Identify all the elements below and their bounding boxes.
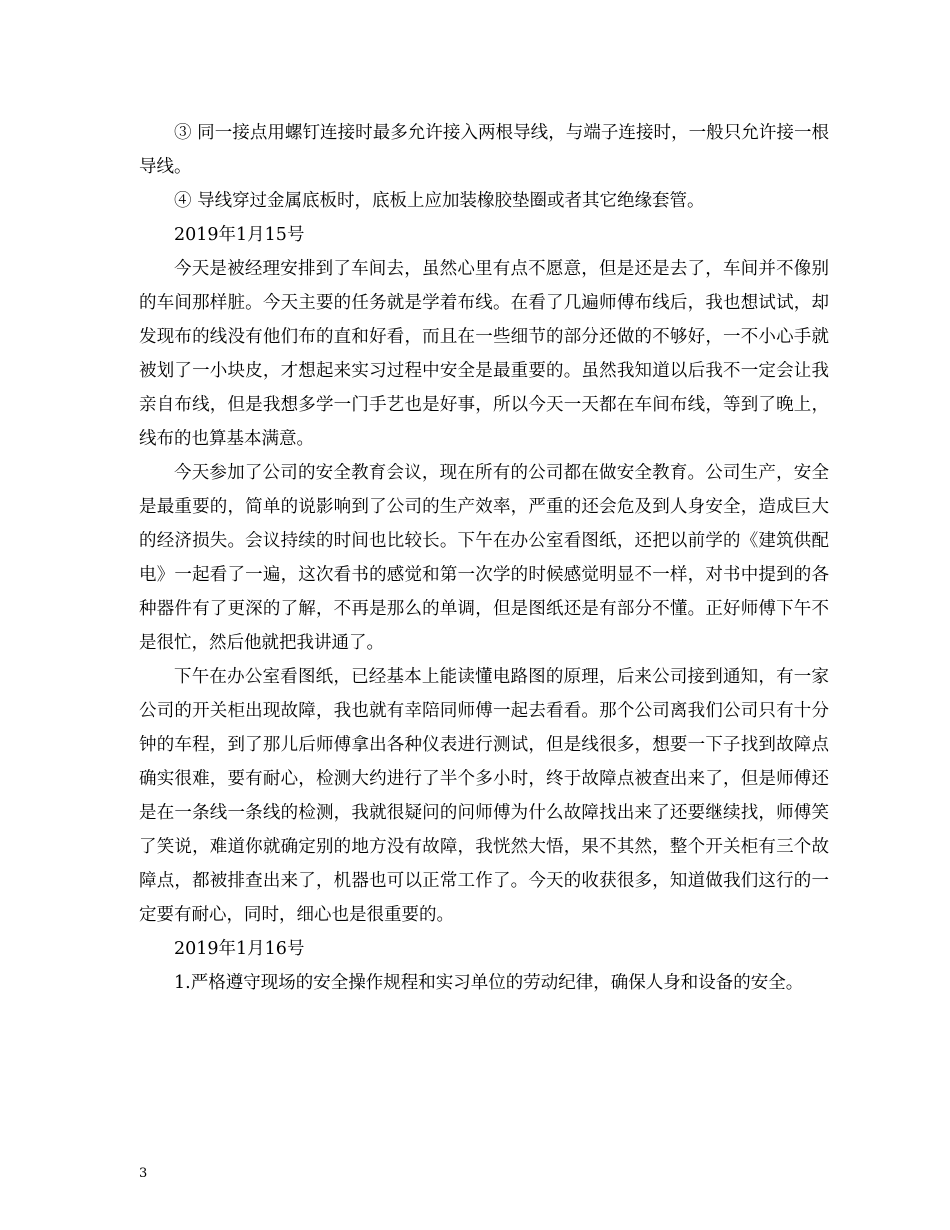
paragraph-workshop-wiring: 今天是被经理安排到了车间去，虽然心里有点不愿意，但是还是去了，车间并不像别的车间那样脏。今天主要的任务就是学着布线。在看了几遍师傅布线后，我也想试试，却发现布的线没有他们布的直和好看，而且在一些细节的部分还做的不够好，一不小心手就被划了一小块皮，才想起来实习过程中安全是最重要的。虽然我知道以后我不一定会让我亲自布线，但是我想多学一门手艺也是好事，所以今天一天都在车间布线，等到了晚上，线布的也算基本满意。	[139, 259, 829, 449]
paragraph-switchgear-fault: 下午在办公室看图纸，已经基本上能读懂电路图的原理，后来公司接到通知，有一家公司的开关柜出现故障，我也就有幸陪同师傅一起去看看。那个公司离我们公司只有十分钟的车程，到了那儿后师傅拿出各种仪表进行测试，但是线很多，想要一下子找到故障点确实很难，要有耐心，检测大约进行了半个多小时，终于故障点被查出来了，但是师傅还是在一条线一条线的检测，我就很疑问的问师傅为什么故障找出来了还要继续找，师傅笑了笑说，难道你就确定别的地方没有故障，我恍然大悟，果不其然，整个开关柜有三个故障点，都被排查出来了，机器也可以正常工作了。今天的收获很多，知道做我们这行的一定要有耐心，同时，细心也是很重要的。	[139, 667, 829, 925]
paragraph-rule-3: ③ 同一接点用螺钉连接时最多允许接入两根导线，与端子连接时，一般只允许接一根导线。	[139, 123, 829, 177]
page-number: 3	[139, 1166, 148, 1181]
date-heading-jan-16: 2019年1月16号	[174, 939, 305, 959]
paragraph-rule-4: ④ 导线穿过金属底板时，底板上应加装橡胶垫圈或者其它绝缘套管。	[174, 191, 705, 211]
paragraph-safety-meeting: 今天参加了公司的安全教育会议，现在所有的公司都在做安全教育。公司生产，安全是最重要的，简单的说影响到了公司的生产效率，严重的还会危及到人身安全，造成巨大的经济损失。会议持续的时间也比较长。下午在办公室看图纸，还把以前学的《建筑供配电》一起看了一遍，这次看书的感觉和第一次学的时候感觉明显不一样，对书中提到的各种器件有了更深的了解，不再是那么的单调，但是图纸还是有部分不懂。正好师傅下午不是很忙，然后他就把我讲通了。	[139, 463, 829, 653]
date-heading-jan-15: 2019年1月15号	[174, 225, 305, 245]
document-body	[139, 116, 829, 1000]
paragraph-safety-rule-1: 1.严格遵守现场的安全操作规程和实习单位的劳动纪律，确保人身和设备的安全。	[174, 973, 804, 993]
